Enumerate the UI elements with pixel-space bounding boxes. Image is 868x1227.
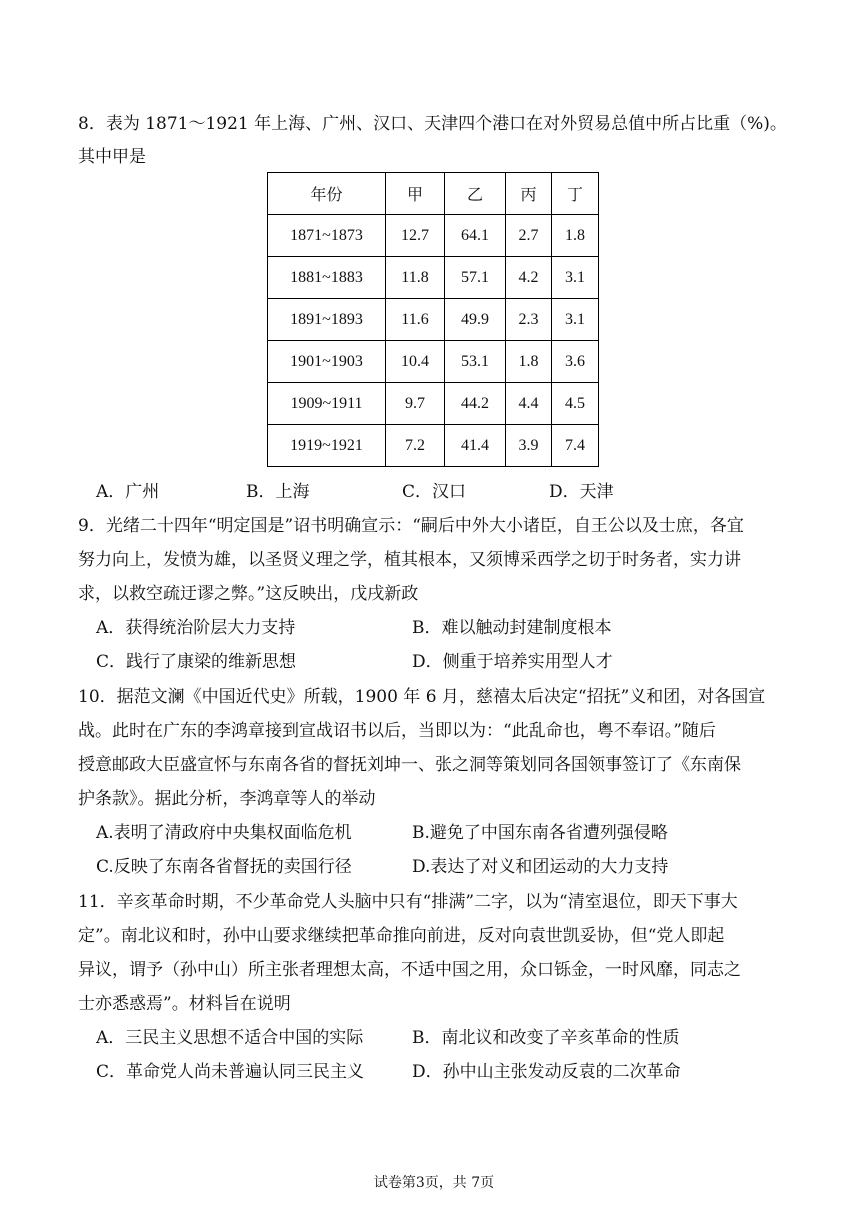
table-cell: 57.1 xyxy=(445,257,506,299)
table-row xyxy=(268,257,599,299)
q8-option-b: B．上海 xyxy=(246,482,310,502)
q9-stem-line-1: 9．光绪二十四年“明定国是”诏书明确宣示：“嗣后中外大小诸臣，自王公以及士庶，各宜 xyxy=(78,516,744,536)
table-cell: 3.1 xyxy=(552,299,599,341)
table-cell: 1871~1873 xyxy=(268,215,386,257)
q10-stem-line-1: 10．据范文澜《中国近代史》所载，1900 年 6 月，慈禧太后决定“招抚”义和团，对各国宣 xyxy=(78,687,766,707)
table-header-row xyxy=(268,173,599,215)
q9-option-b: B．难以触动封建制度根本 xyxy=(412,618,612,638)
q8-option-a: A．广州 xyxy=(96,482,160,502)
table-header-cell: 甲 xyxy=(386,173,445,215)
table-row xyxy=(268,425,599,467)
table-cell: 7.4 xyxy=(552,425,599,467)
table-cell: 49.9 xyxy=(445,299,506,341)
q11-option-b: B．南北议和改变了辛亥革命的性质 xyxy=(412,1028,680,1048)
table-cell: 64.1 xyxy=(445,215,506,257)
q8-stem-line-1: 8．表为 1871～1921 年上海、广州、汉口、天津四个港口在对外贸易总值中所占比重（%)。 xyxy=(78,114,787,134)
table-cell: 1909~1911 xyxy=(268,383,386,425)
page-footer: 试卷第3页，共 7页 xyxy=(373,1175,495,1191)
table-row xyxy=(268,215,599,257)
q10-stem-line-3: 授意邮政大臣盛宣怀与东南各省的督抚刘坤一、张之洞等策划同各国领事签订了《东南保 xyxy=(78,755,741,775)
table-cell: 2.7 xyxy=(506,215,552,257)
table-cell: 41.4 xyxy=(445,425,506,467)
table-row xyxy=(268,341,599,383)
q10-option-d: D.表达了对义和团运动的大力支持 xyxy=(412,857,669,877)
table-header-cell: 年份 xyxy=(268,173,386,215)
q10-option-a: A.表明了清政府中央集权面临危机 xyxy=(96,823,352,843)
table-cell: 11.8 xyxy=(386,257,445,299)
q11-stem-line-3: 异议，谓予（孙中山）所主张者理想太高，不适中国之用，众口铄金，一时风靡，同志之 xyxy=(78,960,741,980)
q10-stem-line-4: 护条款》。据此分析，李鸿章等人的举动 xyxy=(78,789,376,809)
q9-option-d: D．侧重于培养实用型人才 xyxy=(412,652,613,672)
table-cell: 1901~1903 xyxy=(268,341,386,383)
q11-stem-line-1: 11．辛亥革命时期，不少革命党人头脑中只有“排满”二字，以为“清室退位，即天下事大 xyxy=(78,892,738,912)
q8-option-d: D．天津 xyxy=(549,482,614,502)
table-cell: 1.8 xyxy=(506,341,552,383)
q11-option-d: D．孙中山主张发动反袁的二次革命 xyxy=(412,1062,681,1082)
q9-option-c: C．践行了康梁的维新思想 xyxy=(96,652,297,672)
q11-stem-line-2: 定”。南北议和时，孙中山要求继续把革命推向前进，反对向袁世凯妥协，但“党人即起 xyxy=(78,926,725,946)
table-cell: 4.2 xyxy=(506,257,552,299)
table-header-cell: 丙 xyxy=(506,173,552,215)
table-cell: 3.1 xyxy=(552,257,599,299)
q11-option-c: C．革命党人尚未普遍认同三民主义 xyxy=(96,1062,365,1082)
table-cell: 1891~1893 xyxy=(268,299,386,341)
table-cell: 11.6 xyxy=(386,299,445,341)
table-cell: 4.4 xyxy=(506,383,552,425)
table-header-cell: 乙 xyxy=(445,173,506,215)
q9-stem-line-2: 努力向上，发愤为雄，以圣贤义理之学，植其根本，又须博采西学之切于时务者，实力讲 xyxy=(78,550,741,570)
q10-option-c: C.反映了东南各省督抚的卖国行径 xyxy=(96,857,352,877)
table-cell: 7.2 xyxy=(386,425,445,467)
trade-share-table xyxy=(267,172,599,467)
q10-option-b: B.避免了中国东南各省遭列强侵略 xyxy=(412,823,668,843)
table-cell: 2.3 xyxy=(506,299,552,341)
table-cell: 1.8 xyxy=(552,215,599,257)
table-cell: 3.9 xyxy=(506,425,552,467)
q10-stem-line-2: 战。此时在广东的李鸿章接到宣战诏书以后，当即以为：“此乱命也，粤不奉诏。”随后 xyxy=(78,721,716,741)
table-cell: 44.2 xyxy=(445,383,506,425)
q8-stem-line-2: 其中甲是 xyxy=(78,147,146,167)
q11-option-a: A．三民主义思想不适合中国的实际 xyxy=(96,1028,364,1048)
table-cell: 4.5 xyxy=(552,383,599,425)
table-cell: 12.7 xyxy=(386,215,445,257)
table-cell: 3.6 xyxy=(552,341,599,383)
q9-stem-line-3: 求，以救空疏迂谬之弊。”这反映出，戊戌新政 xyxy=(78,584,419,604)
table-cell: 10.4 xyxy=(386,341,445,383)
table-cell: 9.7 xyxy=(386,383,445,425)
table-cell: 1919~1921 xyxy=(268,425,386,467)
table-row xyxy=(268,299,599,341)
table-cell: 1881~1883 xyxy=(268,257,386,299)
q8-option-c: C．汉口 xyxy=(402,482,467,502)
table-cell: 53.1 xyxy=(445,341,506,383)
q11-stem-line-4: 士亦悉惑焉”。材料旨在说明 xyxy=(78,994,291,1014)
table-header-cell: 丁 xyxy=(552,173,599,215)
q9-option-a: A．获得统治阶层大力支持 xyxy=(96,618,296,638)
table-row xyxy=(268,383,599,425)
